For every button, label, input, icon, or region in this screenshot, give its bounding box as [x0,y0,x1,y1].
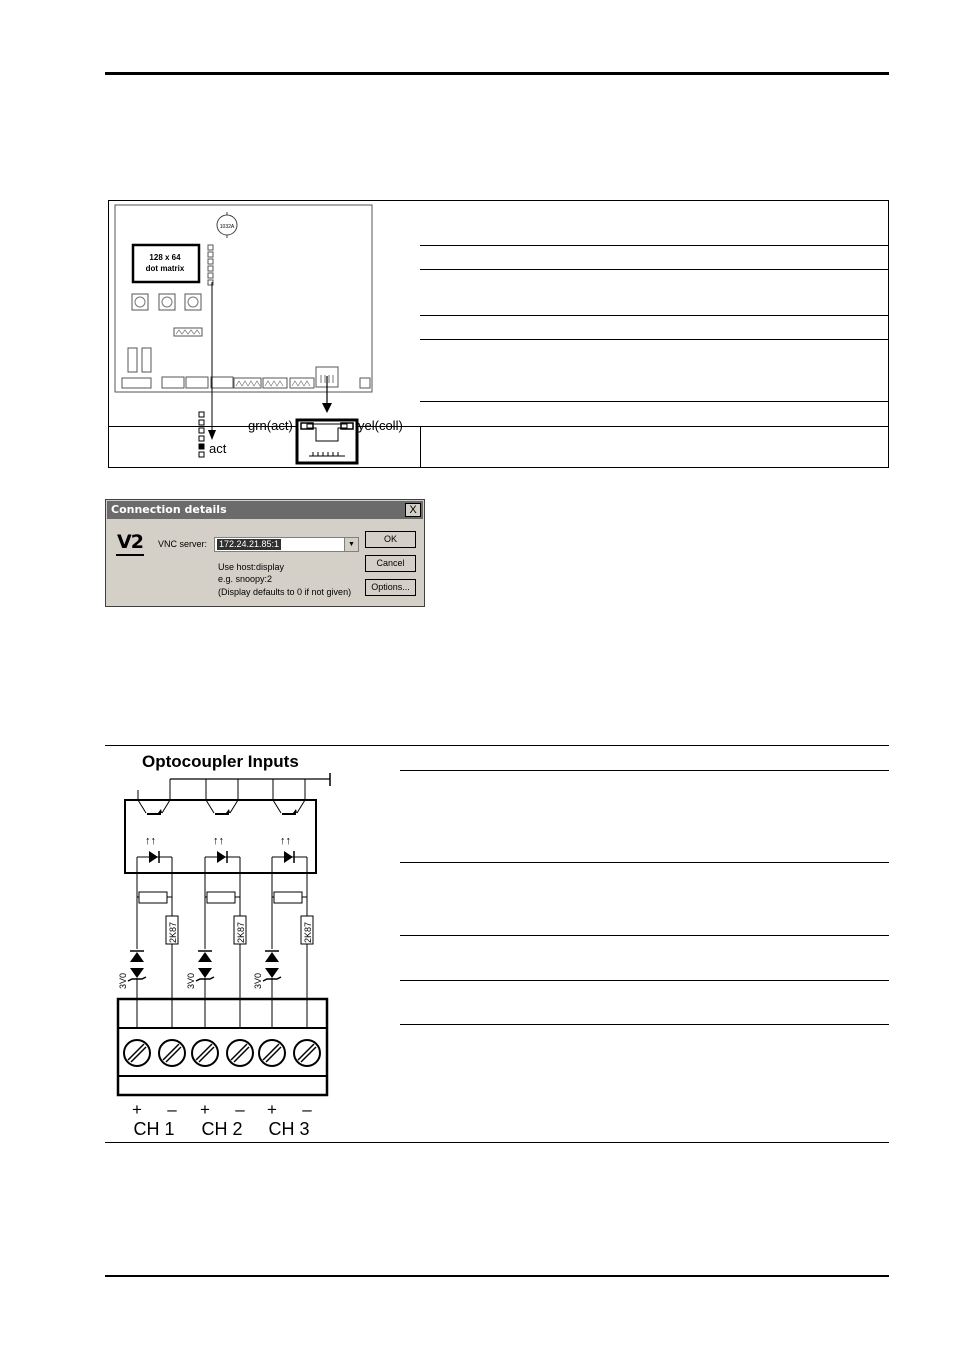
logo-underline [116,554,144,556]
resistor-label: 2K87 [303,921,313,943]
vnc-logo-icon: V2 [117,531,143,553]
table-rule [420,426,889,427]
table-rule [400,935,889,936]
footer-rule [105,1275,889,1277]
board-outline [115,205,372,392]
display-label-1: 128 x 64 [149,253,181,262]
table-rule [400,770,889,771]
display-label-2: dot matrix [145,264,185,273]
help-line: Use host:display [218,562,285,572]
table-rule [400,862,889,863]
vnc-server-value[interactable]: 172.24.21.85:1 [219,539,280,549]
terminal-screw-icon [159,1040,185,1066]
connection-dialog [105,499,425,607]
table-rule [420,315,889,316]
table-rule [420,401,889,402]
options-button[interactable]: Options... [365,579,416,596]
plus-label: + [200,1100,210,1119]
vnc-server-combobox[interactable] [214,537,359,552]
close-button[interactable]: X [405,503,421,517]
table-rule [400,980,889,981]
schematic-title: Optocoupler Inputs [142,752,299,771]
header-rule [105,72,889,75]
channel-label: CH 3 [268,1119,310,1139]
grn-label: grn(act) [248,418,293,433]
act-led [199,444,204,449]
table-rule [420,269,889,270]
plus-label: + [267,1100,277,1119]
terminal-screw-icon [227,1040,253,1066]
terminal-screw-icon [192,1040,218,1066]
channel-1-circuit [118,779,178,1028]
act-label: act [209,441,227,456]
resistor-label: 2K87 [168,921,178,943]
minus-label: – [235,1100,245,1119]
help-line: (Display defaults to 0 if not given) [218,587,352,597]
channel-label: CH 1 [133,1119,175,1139]
chevron-down-icon[interactable]: ▼ [344,538,358,551]
cancel-button[interactable]: Cancel [365,555,416,572]
table-rule [420,245,889,246]
ok-button[interactable]: OK [365,531,416,548]
yel-label: yel(coll) [358,418,403,433]
zener-label: 3V0 [253,972,263,989]
table-rule [400,1024,889,1025]
plus-label: + [132,1100,142,1119]
resistor-label: 2K87 [236,921,246,943]
board-button [132,294,148,310]
board-button [159,294,175,310]
board-component-label: 1032A [219,224,235,230]
dialog-title: Connection details [111,503,227,516]
table-rule [105,1142,889,1143]
svg-text:↑↑: ↑↑ [145,835,156,847]
channel-3-circuit [253,779,313,1028]
svg-text:↑↑: ↑↑ [213,835,224,847]
channel-2-circuit [186,779,246,1028]
channel-label: CH 2 [201,1119,243,1139]
terminal-screw-icon [124,1040,150,1066]
board-diagram [108,200,420,468]
help-line: e.g. snoopy:2 [218,574,273,584]
terminal-screw-icon [294,1040,320,1066]
svg-text:↑↑: ↑↑ [280,835,291,847]
terminal-screw-icon [259,1040,285,1066]
zener-label: 3V0 [186,972,196,989]
minus-label: – [302,1100,312,1119]
table-rule [888,200,889,468]
table-rule [420,426,421,468]
vnc-server-label: VNC server: [158,539,208,549]
table-rule [420,339,889,340]
board-button [185,294,201,310]
optocoupler-schematic [105,746,400,1142]
zener-label: 3V0 [118,972,128,989]
minus-label: – [167,1100,177,1119]
dialog-titlebar [107,501,423,519]
